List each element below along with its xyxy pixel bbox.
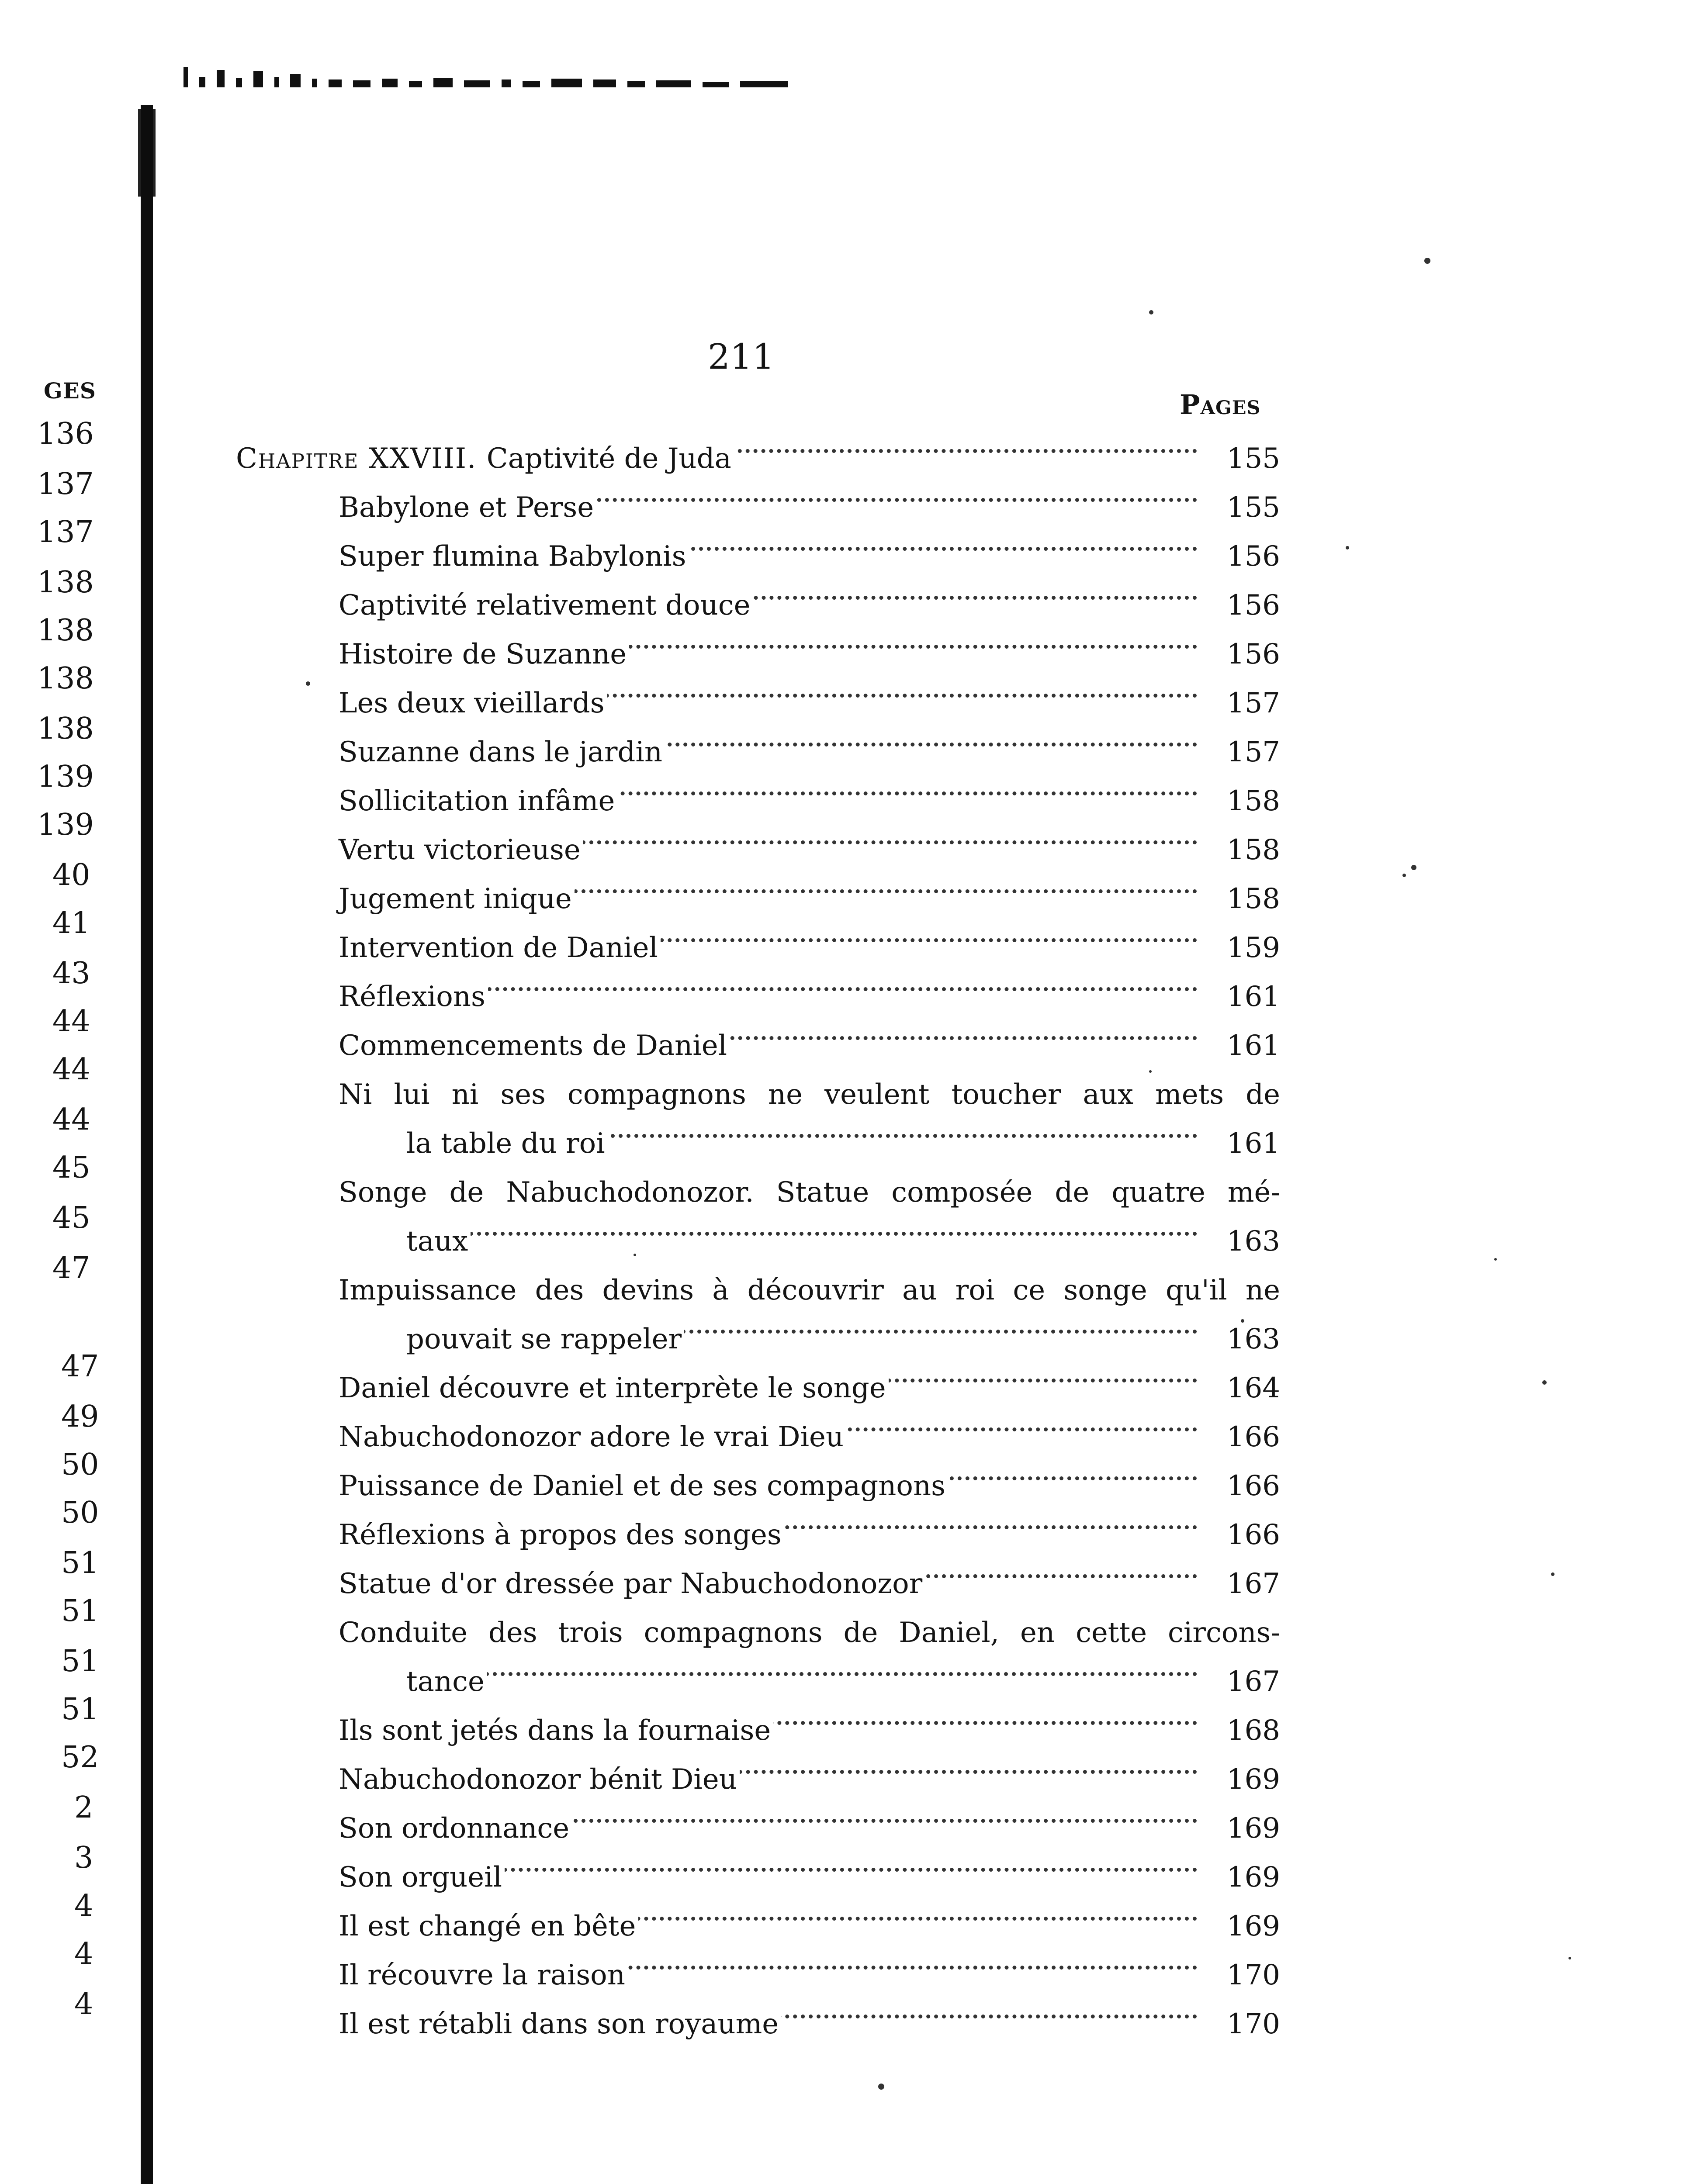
scan-speck bbox=[306, 681, 310, 686]
scanner-mark bbox=[290, 74, 301, 87]
entry-title bbox=[339, 1513, 784, 1557]
previous-page-number: 45 bbox=[52, 1151, 90, 1185]
entry-title bbox=[339, 486, 596, 529]
entry-page-number: 169 bbox=[1204, 1856, 1280, 1899]
previous-page-number: 51 bbox=[61, 1594, 99, 1628]
toc-entry-row bbox=[406, 1660, 1280, 1704]
scanner-mark bbox=[199, 77, 205, 87]
entry-title bbox=[339, 584, 753, 627]
scanner-mark bbox=[523, 81, 540, 87]
scanner-mark bbox=[740, 81, 788, 87]
entry-page-number: 156 bbox=[1204, 584, 1280, 627]
entry-text: Daniel découvre et interprète le songe bbox=[339, 1372, 886, 1404]
entry-page-number: 166 bbox=[1204, 1415, 1280, 1459]
entry-title bbox=[339, 1709, 773, 1752]
entry-title bbox=[339, 1953, 628, 1997]
toc-entry-row bbox=[339, 828, 1280, 872]
scan-speck bbox=[1241, 1319, 1244, 1323]
entry-title bbox=[339, 681, 607, 725]
entry-continuation: taux bbox=[406, 1225, 468, 1258]
toc-entry-row bbox=[339, 1856, 1280, 1899]
entry-title bbox=[406, 1220, 471, 1263]
entry-page-number: 156 bbox=[1204, 535, 1280, 578]
scanner-mark bbox=[253, 71, 263, 87]
previous-page-fragment bbox=[17, 0, 122, 2184]
toc-entry-row bbox=[339, 1904, 1280, 1948]
entry-first-line: Impuissance des devins à découvrir au roi ce songe qu'il ne bbox=[339, 1274, 1280, 1306]
entry-page-number: 166 bbox=[1204, 1464, 1280, 1508]
entry-page-number: 169 bbox=[1204, 1904, 1280, 1948]
toc-entry-row bbox=[339, 486, 1280, 529]
entry-first-line: Conduite des trois compagnons de Daniel, en cette circons- bbox=[339, 1617, 1280, 1649]
entry-page-number: 155 bbox=[1204, 437, 1280, 480]
binding-edge bbox=[141, 105, 153, 2184]
entry-text: Histoire de Suzanne bbox=[339, 638, 627, 670]
chapter-label: Chapitre XXVIII. bbox=[236, 442, 487, 475]
entry-title bbox=[339, 1562, 925, 1606]
previous-page-number: 43 bbox=[52, 956, 90, 991]
pages-column-header: Pages bbox=[1180, 389, 1261, 421]
scanner-marks-top bbox=[183, 66, 1057, 87]
toc-entry-row bbox=[339, 1709, 1280, 1752]
toc-entry-row bbox=[406, 1220, 1280, 1263]
entry-page-number: 170 bbox=[1204, 2002, 1280, 2046]
previous-page-number: 137 bbox=[37, 467, 94, 501]
scanner-mark bbox=[312, 79, 317, 87]
entry-title bbox=[339, 877, 575, 921]
scan-speck bbox=[634, 1254, 636, 1256]
scanner-mark bbox=[409, 81, 422, 87]
entry-first-line: Ni lui ni ses compagnons ne veulent toucher aux mets de bbox=[339, 1078, 1280, 1111]
entry-text: Nabuchodonozor adore le vrai Dieu bbox=[339, 1421, 844, 1453]
scanner-mark bbox=[382, 79, 398, 87]
scanner-mark bbox=[183, 67, 188, 87]
scanner-mark bbox=[593, 79, 616, 87]
entry-page-number: 166 bbox=[1204, 1513, 1280, 1557]
toc-entry-row bbox=[339, 1024, 1280, 1068]
entry-continuation: tance bbox=[406, 1666, 485, 1698]
entry-page-number: 158 bbox=[1204, 877, 1280, 921]
entry-title bbox=[339, 975, 488, 1019]
entry-title bbox=[339, 1366, 889, 1410]
previous-page-number: 44 bbox=[52, 1052, 90, 1087]
previous-page-number: 47 bbox=[52, 1251, 90, 1286]
previous-page-number: 51 bbox=[61, 1692, 99, 1727]
entry-page-number: 167 bbox=[1204, 1660, 1280, 1704]
toc-entry-row bbox=[339, 2002, 1280, 2046]
previous-page-number: 139 bbox=[37, 760, 94, 794]
previous-page-number: 45 bbox=[52, 1201, 90, 1235]
entry-title bbox=[406, 1317, 684, 1361]
entry-text: Les deux vieillards bbox=[339, 687, 605, 719]
entry-text: Réflexions à propos des songes bbox=[339, 1519, 782, 1551]
page-number: 211 bbox=[708, 336, 775, 377]
scanner-mark bbox=[353, 80, 370, 87]
entry-text: Nabuchodonozor bénit Dieu bbox=[339, 1763, 737, 1796]
toc-entry-row bbox=[339, 681, 1280, 725]
entry-title bbox=[339, 730, 665, 774]
scanner-mark bbox=[433, 78, 453, 87]
scan-speck bbox=[1149, 310, 1153, 314]
entry-page-number: 158 bbox=[1204, 779, 1280, 823]
entry-page-number: 158 bbox=[1204, 828, 1280, 872]
scan-speck bbox=[1149, 1070, 1152, 1073]
previous-page-number: 138 bbox=[37, 613, 94, 648]
entry-text: Sollicitation infâme bbox=[339, 785, 615, 817]
toc-entry-row bbox=[406, 1317, 1280, 1361]
entry-text: Réflexions bbox=[339, 981, 485, 1013]
previous-page-number: 138 bbox=[37, 661, 94, 696]
scan-speck bbox=[1346, 546, 1349, 549]
entry-page-number: 167 bbox=[1204, 1562, 1280, 1606]
previous-page-number: 137 bbox=[37, 515, 94, 549]
entry-text: Ils sont jetés dans la fournaise bbox=[339, 1714, 771, 1747]
entry-page-number: 161 bbox=[1204, 1122, 1280, 1165]
previous-page-number: 138 bbox=[37, 565, 94, 600]
previous-page-number: 41 bbox=[52, 906, 90, 940]
scan-speck bbox=[1424, 258, 1430, 264]
entry-page-number: 157 bbox=[1204, 730, 1280, 774]
entry-title bbox=[236, 437, 734, 480]
previous-page-number: 44 bbox=[52, 1004, 90, 1039]
toc-entry-row bbox=[406, 1122, 1280, 1165]
toc-entry-row bbox=[339, 975, 1280, 1019]
scanner-mark bbox=[703, 82, 729, 87]
previous-page-number: 138 bbox=[37, 712, 94, 746]
entry-continuation: pouvait se rappeler bbox=[406, 1323, 682, 1355]
toc-entry-row bbox=[339, 1807, 1280, 1850]
entry-text: Commencements de Daniel bbox=[339, 1030, 727, 1062]
entry-title bbox=[339, 779, 617, 823]
previous-page-number: 50 bbox=[61, 1448, 99, 1482]
previous-page-number: 2 bbox=[74, 1790, 93, 1825]
entry-page-number: 163 bbox=[1204, 1317, 1280, 1361]
entry-title bbox=[339, 535, 689, 578]
scan-speck bbox=[1551, 1572, 1555, 1576]
previous-page-number: 136 bbox=[37, 417, 94, 451]
entry-title bbox=[339, 1807, 572, 1850]
scanner-mark bbox=[236, 78, 242, 87]
entry-title bbox=[339, 1464, 948, 1508]
entry-page-number: 159 bbox=[1204, 926, 1280, 970]
previous-page-number: 4 bbox=[74, 1987, 93, 2022]
entry-title bbox=[339, 1856, 505, 1899]
previous-page-number: 44 bbox=[52, 1102, 90, 1137]
entry-title bbox=[339, 2002, 781, 2046]
toc-entry-row bbox=[339, 1758, 1280, 1801]
toc-entry-row bbox=[339, 779, 1280, 823]
previous-page-number: 139 bbox=[37, 808, 94, 842]
entry-page-number: 155 bbox=[1204, 486, 1280, 529]
entry-title bbox=[406, 1660, 487, 1704]
toc-entry-row bbox=[339, 1366, 1280, 1410]
scan-speck bbox=[1568, 1957, 1571, 1959]
entry-text: Vertu victorieuse bbox=[339, 834, 581, 866]
entry-title bbox=[339, 926, 661, 970]
toc-entry-row bbox=[339, 1415, 1280, 1459]
entry-page-number: 157 bbox=[1204, 681, 1280, 725]
entry-text: Statue d'or dressée par Nabuchodonozor bbox=[339, 1568, 923, 1600]
toc-entry-row bbox=[339, 1464, 1280, 1508]
toc-entry-row bbox=[339, 1513, 1280, 1557]
toc-entry-row bbox=[339, 632, 1280, 676]
entry-page-number: 170 bbox=[1204, 1953, 1280, 1997]
entry-text: Son orgueil bbox=[339, 1861, 502, 1894]
leader-dots bbox=[406, 1232, 1197, 1236]
entry-text: Intervention de Daniel bbox=[339, 932, 658, 964]
entry-title bbox=[339, 828, 583, 872]
previous-page-number: 51 bbox=[61, 1644, 99, 1679]
entry-title bbox=[339, 1024, 730, 1068]
entry-page-number: 169 bbox=[1204, 1807, 1280, 1850]
entry-text: Son ordonnance bbox=[339, 1812, 570, 1845]
toc-entry-row bbox=[339, 535, 1280, 578]
scanner-mark bbox=[274, 77, 279, 87]
entry-title bbox=[339, 1758, 740, 1801]
scan-speck bbox=[878, 2084, 884, 2090]
leader-dots bbox=[406, 1672, 1197, 1676]
chapter-title: Captivité de Juda bbox=[486, 442, 731, 475]
entry-text: Suzanne dans le jardin bbox=[339, 736, 663, 768]
previous-page-number: 3 bbox=[74, 1841, 93, 1875]
entry-title bbox=[406, 1122, 608, 1165]
entry-text: Super flumina Babylonis bbox=[339, 540, 686, 573]
entry-page-number: 169 bbox=[1204, 1758, 1280, 1801]
toc-entry-row bbox=[339, 584, 1280, 627]
scan-speck bbox=[1494, 1258, 1497, 1261]
entry-title bbox=[339, 1904, 638, 1948]
entry-text: Il est changé en bête bbox=[339, 1910, 636, 1942]
toc-entry-row bbox=[339, 1562, 1280, 1606]
entry-page-number: 161 bbox=[1204, 1024, 1280, 1068]
previous-page-number: 51 bbox=[61, 1546, 99, 1580]
scanner-mark bbox=[502, 79, 511, 87]
toc-entry-row bbox=[339, 1953, 1280, 1997]
entry-text: Il récouvre la raison bbox=[339, 1959, 625, 1991]
entry-first-line: Songe de Nabuchodonozor. Statue composée de quatre mé- bbox=[339, 1176, 1280, 1209]
entry-title bbox=[339, 1415, 846, 1459]
entry-page-number: 163 bbox=[1204, 1220, 1280, 1263]
scan-speck bbox=[1542, 1380, 1547, 1385]
entry-text: Captivité relativement douce bbox=[339, 589, 751, 622]
scanner-mark bbox=[656, 80, 691, 87]
entry-text: Puissance de Daniel et de ses compagnons bbox=[339, 1470, 945, 1502]
previous-page-number: 4 bbox=[74, 1889, 93, 1923]
scanner-mark bbox=[551, 79, 582, 87]
entry-page-number: 161 bbox=[1204, 975, 1280, 1019]
toc-chapter-row bbox=[236, 437, 1280, 480]
entry-page-number: 168 bbox=[1204, 1709, 1280, 1752]
toc-entry-row bbox=[339, 730, 1280, 774]
scanner-mark bbox=[217, 70, 225, 87]
scan-speck bbox=[1411, 865, 1416, 870]
toc-entry-row bbox=[339, 926, 1280, 970]
previous-page-number: 47 bbox=[61, 1349, 99, 1384]
entry-continuation: la table du roi bbox=[406, 1127, 605, 1160]
previous-page-number: 52 bbox=[61, 1740, 99, 1775]
previous-page-number: 40 bbox=[52, 858, 90, 892]
previous-page-number: 4 bbox=[74, 1937, 93, 1971]
entry-text: Il est rétabli dans son royaume bbox=[339, 2008, 779, 2040]
entry-title bbox=[339, 632, 629, 676]
entry-page-number: 164 bbox=[1204, 1366, 1280, 1410]
entry-text: Babylone et Perse bbox=[339, 491, 594, 524]
previous-page-number: 49 bbox=[61, 1400, 99, 1434]
scan-speck bbox=[1402, 874, 1406, 877]
previous-page-header: GES bbox=[44, 378, 96, 404]
toc-entry-row bbox=[339, 877, 1280, 921]
scanner-mark bbox=[627, 81, 645, 87]
entry-page-number: 156 bbox=[1204, 632, 1280, 676]
scanner-mark bbox=[464, 80, 490, 87]
entry-text: Jugement inique bbox=[339, 883, 572, 915]
scanner-mark bbox=[329, 79, 342, 87]
previous-page-number: 50 bbox=[61, 1496, 99, 1530]
